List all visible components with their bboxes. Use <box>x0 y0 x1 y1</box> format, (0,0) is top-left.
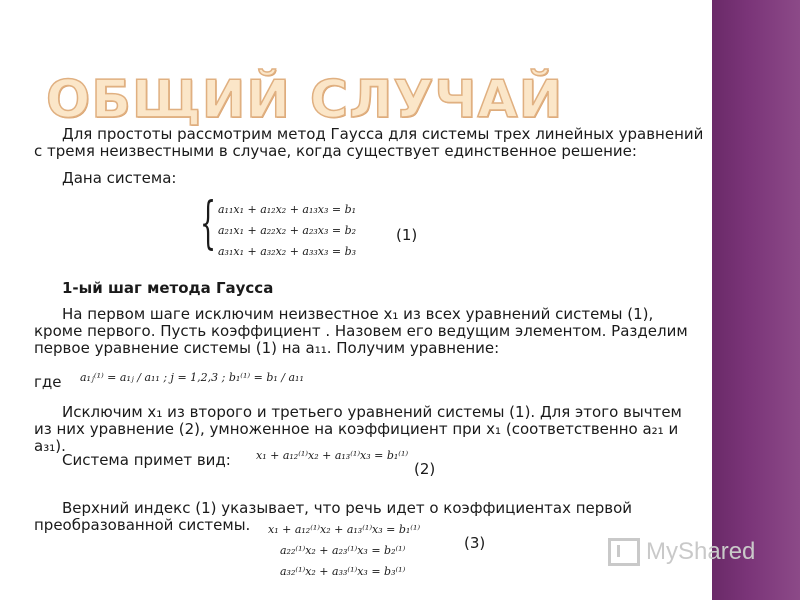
where-definition: a₁ⱼ⁽¹⁾ = a₁ⱼ / a₁₁ ; j = 1,2,3 ; b₁⁽¹⁾ = b₁ / a₁₁ <box>80 371 304 384</box>
decorative-sidebar <box>712 0 800 600</box>
system3-row-3: a₃₂⁽¹⁾x₂ + a₃₃⁽¹⁾x₃ = b₃⁽¹⁾ <box>280 565 406 578</box>
equation-1-number: (1) <box>396 226 418 244</box>
where-label: где <box>34 373 62 391</box>
presentation-icon <box>608 538 640 566</box>
equation-3-number: (3) <box>464 534 486 552</box>
system1-row-3: a₃₁x₁ + a₃₂x₂ + a₃₃x₃ = b₃ <box>218 245 357 258</box>
system1-brace: { <box>200 191 217 256</box>
slide-title: ОБЩИЙ СЛУЧАЙ <box>46 70 564 130</box>
intro-paragraph: Для простоты рассмотрим метод Гаусса для системы трех линейных уравнений с тремя неизвестными в случае, когда существует единственное решение: <box>34 125 704 160</box>
watermark-logo <box>608 538 755 566</box>
equation-2-number: (2) <box>414 460 436 478</box>
superscript-paragraph: Верхний индекс (1) указывает, что речь идет о коэффициентах первой преобразованной системы. <box>34 499 633 534</box>
system-form-label: Система примет вид: <box>62 451 231 469</box>
given-system-label: Дана система: <box>62 169 177 187</box>
step-heading: 1-ый шаг метода Гаусса <box>62 279 274 297</box>
system3-row-2: a₂₂⁽¹⁾x₂ + a₂₃⁽¹⁾x₃ = b₂⁽¹⁾ <box>280 544 406 557</box>
step-paragraph-2: Исключим x₁ из второго и третьего уравнений системы (1). Для этого вычтем из них уравнение (2), умноженное на коэффициент при x₁ (соответственно a₂₁ и a₃₁). <box>34 403 682 455</box>
watermark-text: MyShared <box>646 538 756 565</box>
system3-row-1: x₁ + a₁₂⁽¹⁾x₂ + a₁₃⁽¹⁾x₃ = b₁⁽¹⁾ <box>268 523 421 536</box>
system1-row-1: a₁₁x₁ + a₁₂x₂ + a₁₃x₃ = b₁ <box>218 203 357 216</box>
equation-2: x₁ + a₁₂⁽¹⁾x₂ + a₁₃⁽¹⁾x₃ = b₁⁽¹⁾ <box>256 449 409 462</box>
step-paragraph-1: На первом шаге исключим неизвестное x₁ из всех уравнений системы (1), кроме первого. Пусть коэффициент . Назовем его ведущим элементом. Разделим первое уравнение системы (1) на a₁₁. Получим уравнение: <box>34 305 688 357</box>
system1-row-2: a₂₁x₁ + a₂₂x₂ + a₂₃x₃ = b₂ <box>218 224 357 237</box>
